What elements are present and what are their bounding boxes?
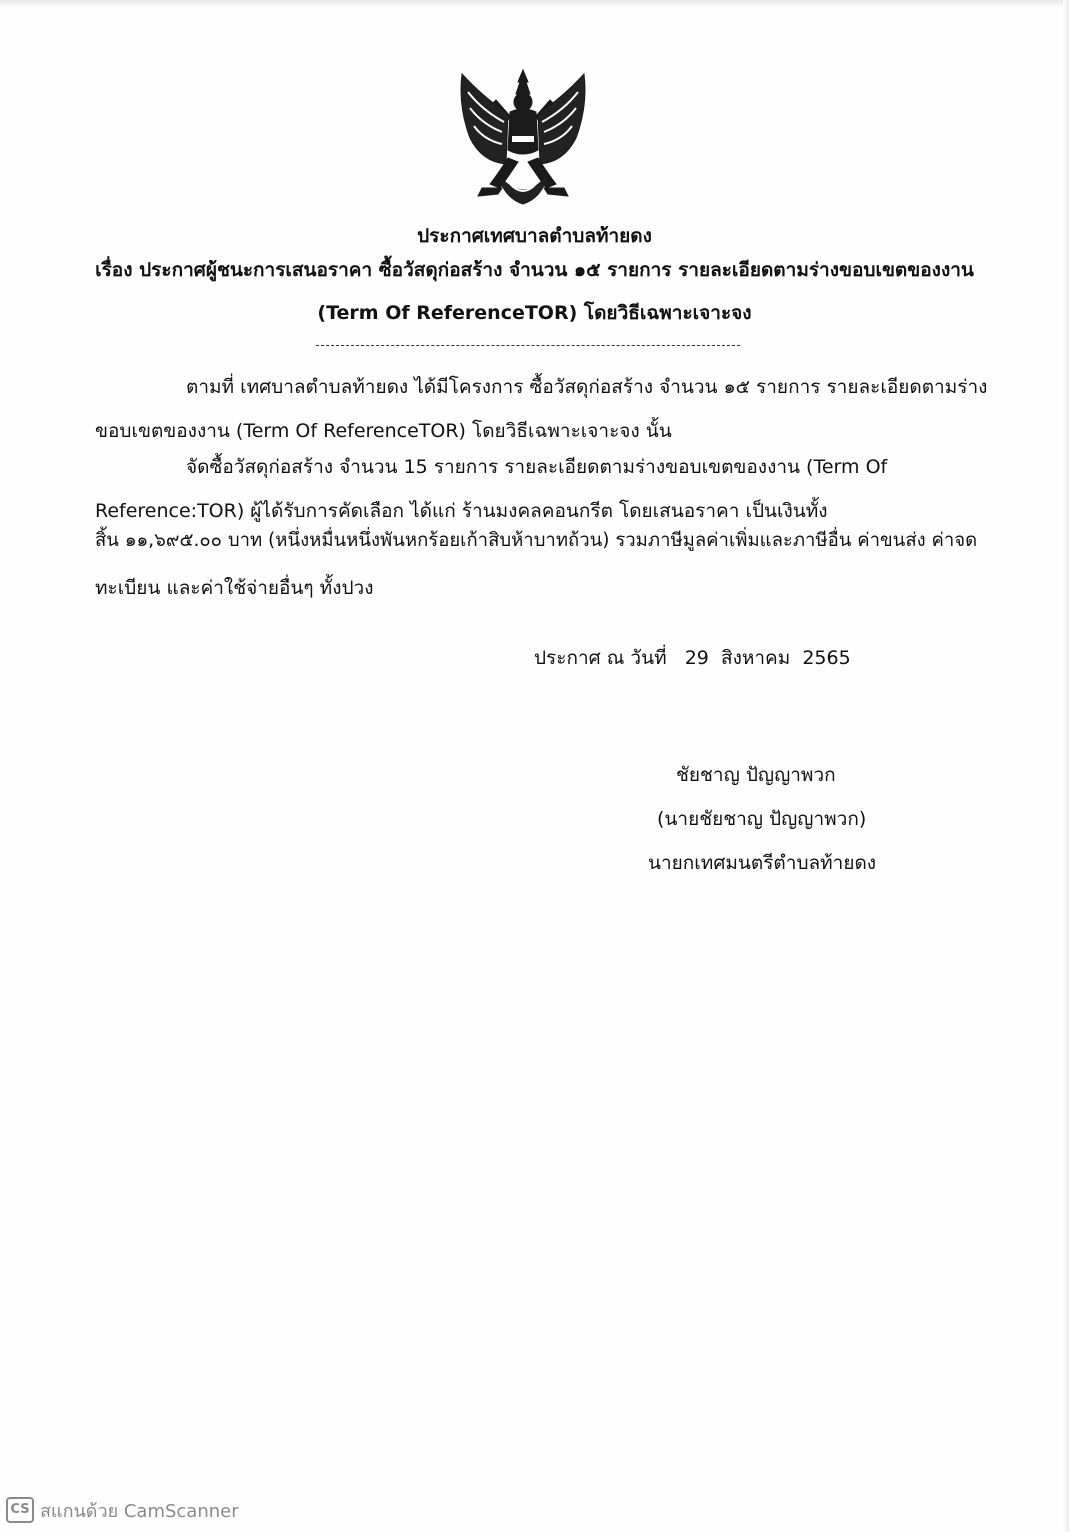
garuda-emblem-icon	[452, 66, 594, 216]
paragraph-2-line-2: Reference:TOR) ผู้ได้รับการคัดเลือก ได้แก่ ร้านมงคลคอนกรีต โดยเสนอราคา เป็นเงินทั้ง	[95, 500, 828, 522]
paragraph-1-line-1: ตามที่ เทศบาลตำบลท้ายดง ได้มีโครงการ ซื้อวัสดุก่อสร้าง จำนวน ๑๕ รายการ รายละเอียดตามร่าง	[186, 376, 988, 398]
watermark-text: สแกนด้วย CamScanner	[40, 1500, 239, 1522]
signature-name: ชัยชาญ ปัญญาพวก	[676, 764, 836, 786]
paragraph-1-line-2: ขอบเขตของงาน (Term Of ReferenceTOR) โดยวิธีเฉพาะเจาะจง นั้น	[95, 420, 672, 442]
paragraph-2-line-1: จัดซื้อวัสดุก่อสร้าง จำนวน 15 รายการ รายละเอียดตามร่างขอบเขตของงาน (Term Of	[186, 456, 888, 478]
subject-line-1: เรื่อง ประกาศผู้ชนะการเสนอราคา ซื้อวัสดุก่อสร้าง จำนวน ๑๕ รายการ รายละเอียดตามร่างขอบเขตของงาน	[95, 259, 974, 281]
subject-line-2: (Term Of ReferenceTOR) โดยวิธีเฉพาะเจาะจง	[317, 302, 752, 324]
separator-rule	[316, 345, 740, 346]
scan-edge-top	[0, 0, 1069, 8]
camscanner-logo-icon: CS	[6, 1497, 34, 1523]
camscanner-watermark	[6, 1497, 239, 1523]
signer-position: นายกเทศมนตรีตำบลท้ายดง	[648, 852, 877, 874]
printed-name: (นายชัยชาญ ปัญญาพวก)	[657, 808, 867, 830]
announcement-date: ประกาศ ณ วันที่ 29 สิงหาคม 2565	[534, 647, 851, 669]
org-title: ประกาศเทศบาลตำบลท้ายดง	[417, 225, 652, 247]
paragraph-2-line-3: สิ้น ๑๑,๖๙๕.๐๐ บาท (หนึ่งหมื่นหนึ่งพันหกร้อยเก้าสิบห้าบาทถ้วน) รวมภาษีมูลค่าเพิ่มและภาษีอื่น ค่าขนส่ง ค่าจด	[95, 530, 978, 551]
paragraph-2-line-4: ทะเบียน และค่าใช้จ่ายอื่นๆ ทั้งปวง	[95, 577, 374, 599]
